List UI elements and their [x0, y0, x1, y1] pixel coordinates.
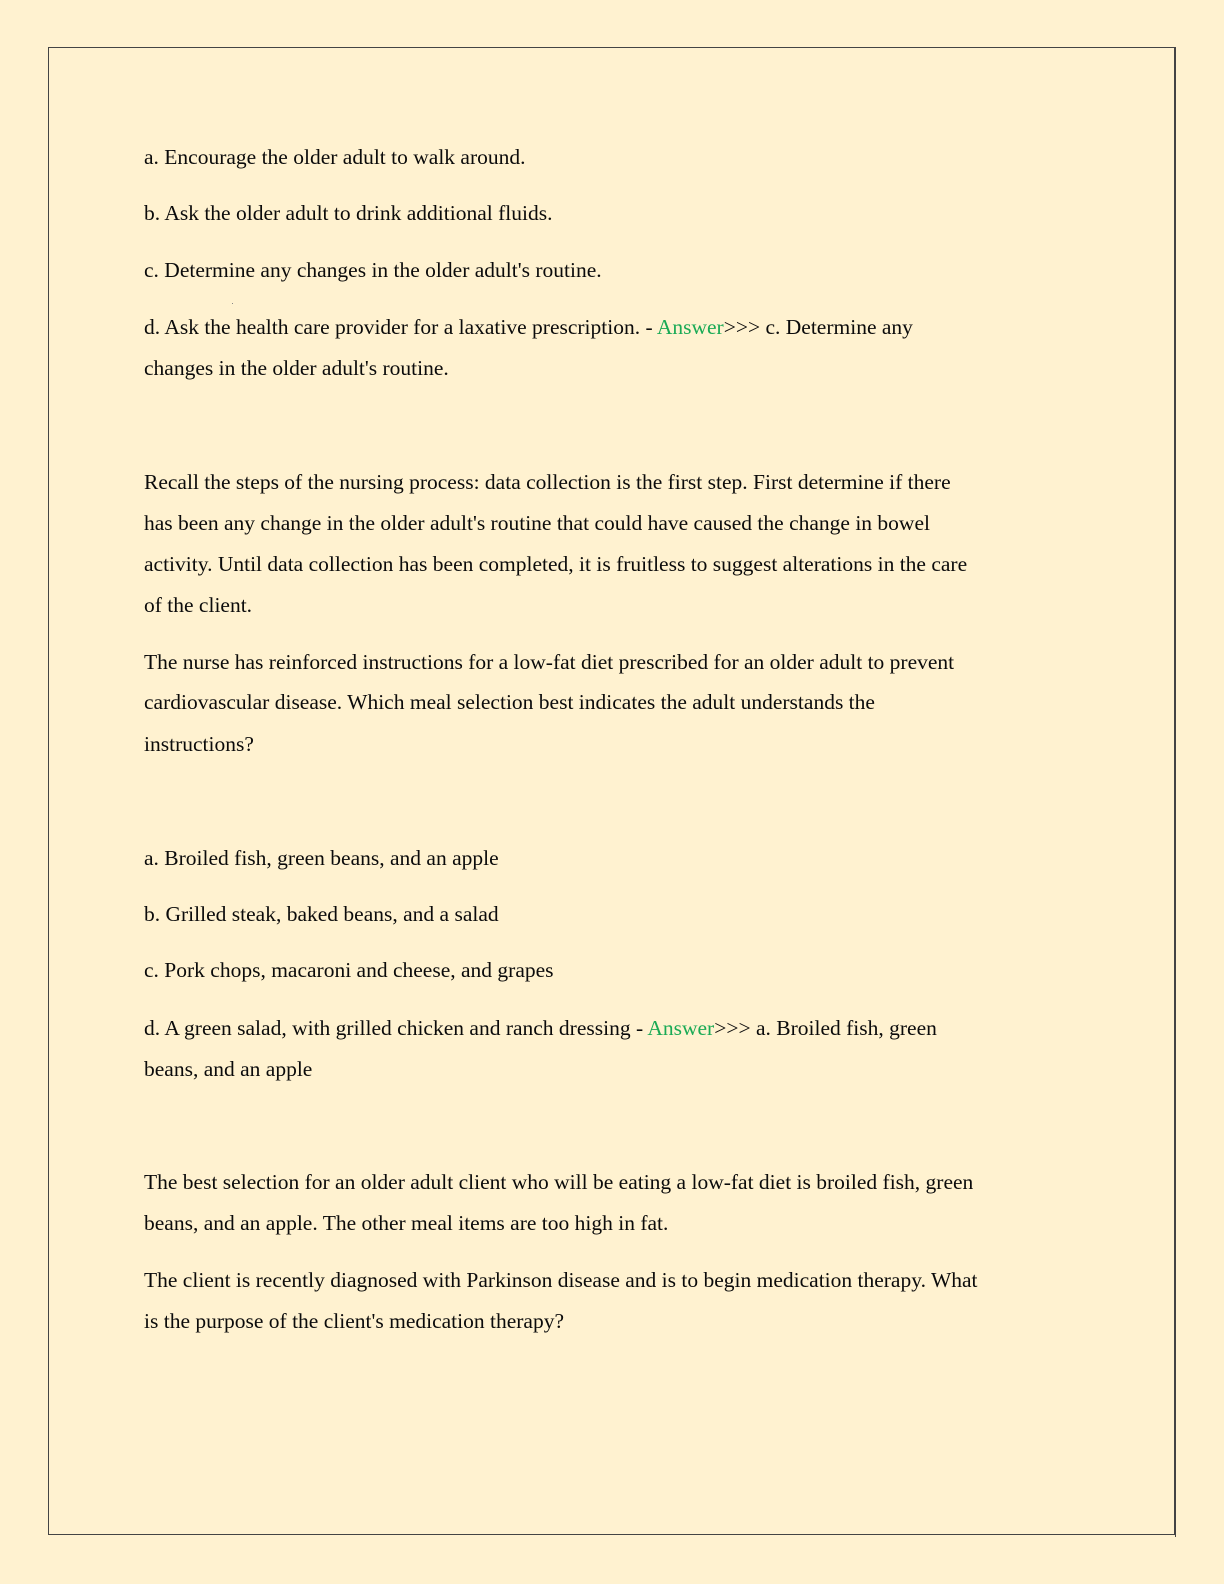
q2-answer-text: >>> a. Broiled fish, green [714, 1016, 937, 1040]
q1-rationale-line: activity. Until data collection has been completed, it is fruitless to suggest alterations in the care [144, 552, 968, 576]
q2-option-c: c. Pork chops, macaroni and cheese, and grapes [144, 958, 554, 982]
q2-option-d [144, 1015, 937, 1041]
q1-option-a: a. Encourage the older adult to walk around. [144, 145, 526, 169]
q2-rationale-line: beans, and an apple. The other meal items are too high in fat. [144, 1211, 669, 1235]
q2-question-line: instructions? [144, 732, 254, 756]
q2-answer-label: Answer [647, 1016, 715, 1040]
q1-answer-label: Answer [656, 315, 724, 339]
q1-option-b: b. Ask the older adult to drink additional fluids. [144, 201, 553, 225]
q2-question-line: The nurse has reinforced instructions for a low-fat diet prescribed for an older adult to prevent [144, 650, 955, 674]
q2-rationale-line: The best selection for an older adult client who will be eating a low-fat diet is broiled fish, green [144, 1170, 974, 1194]
q2-option-d-text: d. A green salad, with grilled chicken and ranch dressing - [144, 1016, 648, 1040]
q2-option-b: b. Grilled steak, baked beans, and a salad [144, 902, 499, 926]
q1-answer-continued: changes in the older adult's routine. [144, 356, 449, 380]
q1-option-c: c. Determine any changes in the older adult's routine. [144, 258, 602, 282]
q1-rationale-line: has been any change in the older adult's routine that could have caused the change in bowel [144, 511, 930, 535]
page-border-shadow [1175, 47, 1176, 1537]
q1-rationale-line: of the client. [144, 593, 253, 617]
q1-option-d [144, 314, 913, 340]
q1-rationale-line: Recall the steps of the nursing process: data collection is the first step. First determine if there [144, 470, 951, 494]
q2-question-line: cardiovascular disease. Which meal selection best indicates the adult understands the [144, 690, 875, 714]
q2-answer-continued: beans, and an apple [144, 1057, 313, 1081]
q1-answer-text: >>> c. Determine any [723, 315, 913, 339]
stray-mark [232, 303, 233, 304]
q3-question-line: The client is recently diagnosed with Parkinson disease and is to begin medication therapy. What [144, 1268, 978, 1292]
q3-question-line: is the purpose of the client's medication therapy? [144, 1309, 565, 1333]
q1-option-d-text: d. Ask the health care provider for a laxative prescription. - [144, 315, 657, 339]
q2-option-a: a. Broiled fish, green beans, and an apple [144, 846, 499, 870]
